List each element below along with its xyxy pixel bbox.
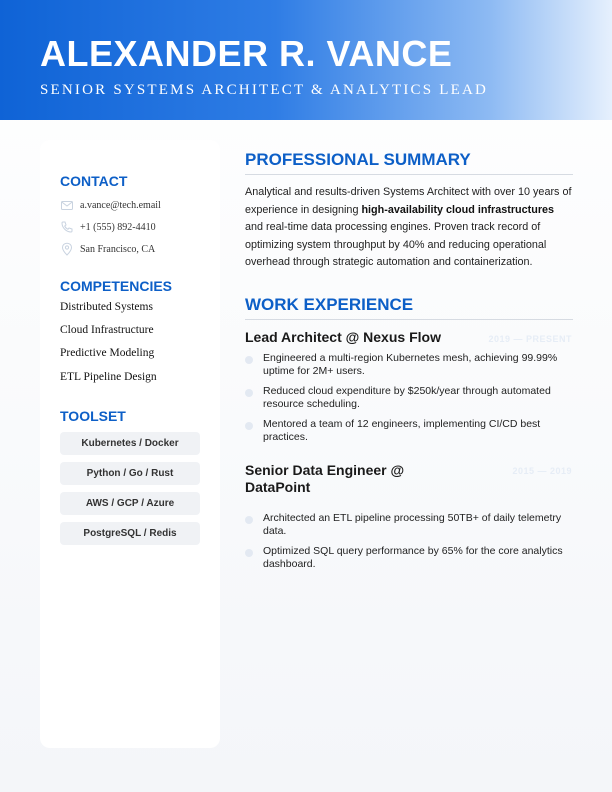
job-bullet (245, 385, 575, 411)
contact-phone[interactable] (60, 219, 156, 235)
competency-item: Distributed Systems (60, 301, 153, 313)
location-pin-icon (60, 242, 74, 256)
job-title: Lead Architect @ Nexus Flow (245, 329, 441, 345)
experience-heading: WORK EXPERIENCE (245, 295, 573, 320)
bullet-dot (245, 422, 253, 430)
summary-heading: PROFESSIONAL SUMMARY (245, 150, 573, 175)
bullet-dot (245, 549, 253, 557)
candidate-role: SENIOR SYSTEMS ARCHITECT & ANALYTICS LEAD (40, 82, 489, 98)
contact-email[interactable] (60, 197, 161, 213)
summary-text-start: Analytical and results-driven Systems Architect with over 10 years of experience in designing (245, 186, 572, 216)
competency-item: ETL Pipeline Design (60, 371, 157, 383)
job-bullet-text: Architected an ETL pipeline processing 50TB+ of daily telemetry data. (263, 512, 562, 537)
summary-text-end: and real-time data processing engines. Proven track record of optimizing system throughput by 40% and reducing operational overhead through strategic automation and containerization. (245, 221, 547, 269)
job-bullet (245, 545, 575, 571)
competency-item: Cloud Infrastructure (60, 324, 154, 336)
tool-chip: Python / Go / Rust (60, 462, 200, 485)
phone-icon (60, 220, 74, 234)
summary-highlight: high-availability cloud infrastructures (361, 203, 555, 216)
contact-location (60, 241, 155, 257)
toolset-heading: TOOLSET (60, 408, 126, 424)
job-bullet (245, 418, 575, 444)
job-bullet (245, 512, 575, 538)
competencies-heading: COMPETENCIES (60, 278, 173, 294)
contact-email-text: a.vance@tech.email (80, 199, 161, 211)
job-dates: 2015 — 2019 (512, 466, 572, 476)
contact-phone-text: +1 (555) 892-4410 (80, 221, 156, 233)
bullet-dot (245, 356, 253, 364)
competency-item: Predictive Modeling (60, 347, 155, 359)
sidebar (40, 140, 220, 748)
job-bullet-text: Mentored a team of 12 engineers, implementing CI/CD best practices. (263, 418, 541, 443)
job-dates: 2019 — PRESENT (488, 334, 572, 344)
contact-heading: CONTACT (60, 173, 128, 189)
summary-text (245, 184, 575, 272)
contact-location-text: San Francisco, CA (80, 243, 156, 255)
job-bullet (245, 352, 575, 378)
job-bullet-text: Optimized SQL query performance by 65% for the core analytics dashboard. (263, 545, 563, 570)
job-bullet-text: Engineered a multi-region Kubernetes mesh, achieving 99.99% uptime for 2M+ users. (263, 352, 558, 377)
header-banner (0, 0, 612, 120)
bullet-dot (245, 516, 253, 524)
tool-chip: PostgreSQL / Redis (60, 522, 200, 545)
job-bullet-text: Reduced cloud expenditure by $250k/year through automated resource scheduling. (263, 385, 551, 410)
bullet-dot (245, 389, 253, 397)
candidate-name: ALEXANDER R. VANCE (40, 33, 453, 74)
tool-chip: Kubernetes / Docker (60, 432, 200, 455)
mail-icon (60, 198, 74, 212)
job-title: Senior Data Engineer @ DataPoint (245, 462, 405, 495)
tool-chip: AWS / GCP / Azure (60, 492, 200, 515)
